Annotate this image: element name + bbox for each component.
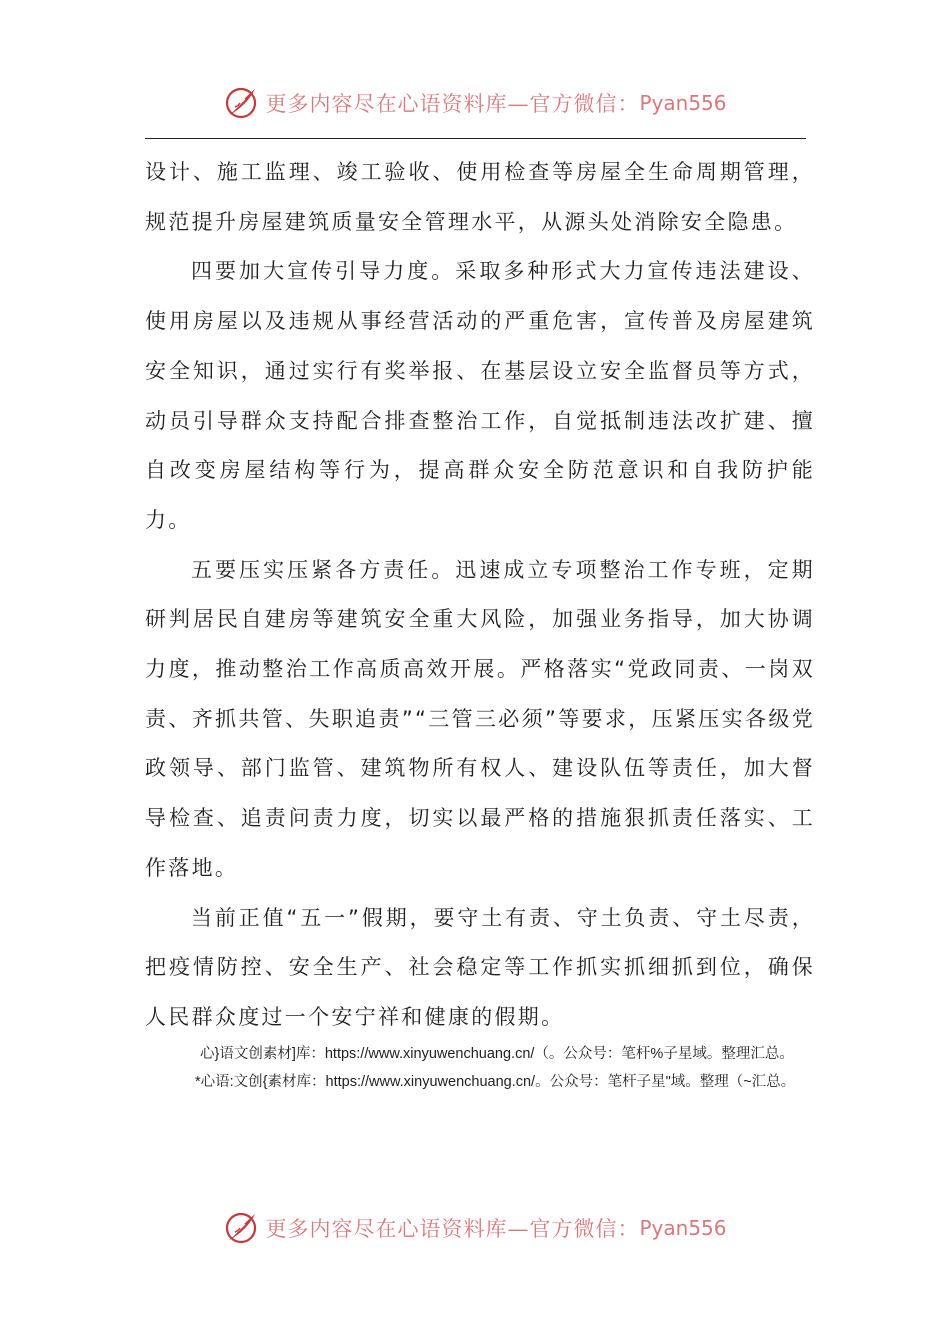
source-note: *心语:文创{素材库：https://www.xinyuwenchuang.cn/。公众号：笔杆子星"域。整理（~汇总。 <box>195 1074 796 1090</box>
source-notes <box>145 1042 813 1098</box>
paragraph-responsibility: 五要压实压紧各方责任。迅速成立专项整治工作专班，定期研判居民自建房等建筑安全重大风险，加强业务指导，加大协调力度，推动整治工作高质高效开展。严格落实“党政同责、一岗双责、齐抓共管、失职追责”“三管三必须”等要求，压紧压实各级党政领导、部门监管、建筑物所有权人、建设队伍等责任，加大督导检查、追责问责力度，切实以最严格的措施狠抓责任落实、工作落地。 <box>145 557 815 880</box>
source-note: 心}语文创素材]库：https://www.xinyuwenchuang.cn/（。公众号：笔杆%子星域。整理汇总。 <box>200 1046 794 1062</box>
banner-wechat-id: Pyan556 <box>639 1216 727 1240</box>
paragraph-publicity: 四要加大宣传引导力度。采取多种形式大力宣传违法建设、使用房屋以及违规从事经营活动的严重危害，宣传普及房屋建筑安全知识，通过实行有奖举报、在基层设立安全监督员等方式，动员引导群众支持配合排查整治工作，自觉抵制违法改扩建、擅自改变房屋结构等行为，提高群众安全防范意识和自我防护能力。 <box>145 259 815 532</box>
header-divider <box>145 138 806 139</box>
quill-logo-icon <box>223 85 259 121</box>
header-banner <box>0 83 950 123</box>
paragraph-holiday: 当前正值“五一”假期，要守土有责、守土负责、守土尽责，把疫情防控、安全生产、社会稳定等工作抓实抓细抓到位，确保人民群众度过一个安宁祥和健康的假期。 <box>145 905 815 1029</box>
footer-banner <box>0 1208 950 1248</box>
quill-logo-icon <box>223 1210 259 1246</box>
banner-wechat-id: Pyan556 <box>639 91 727 115</box>
banner-title: 更多内容尽在心语资料库—官方微信： <box>265 1217 640 1241</box>
document-body <box>145 148 815 1043</box>
paragraph-continuation: 设计、施工监理、竣工验收、使用检查等房屋全生命周期管理，规范提升房屋建筑质量安全管理水平，从源头处消除安全隐患。 <box>145 160 815 234</box>
banner-title: 更多内容尽在心语资料库—官方微信： <box>265 92 640 116</box>
